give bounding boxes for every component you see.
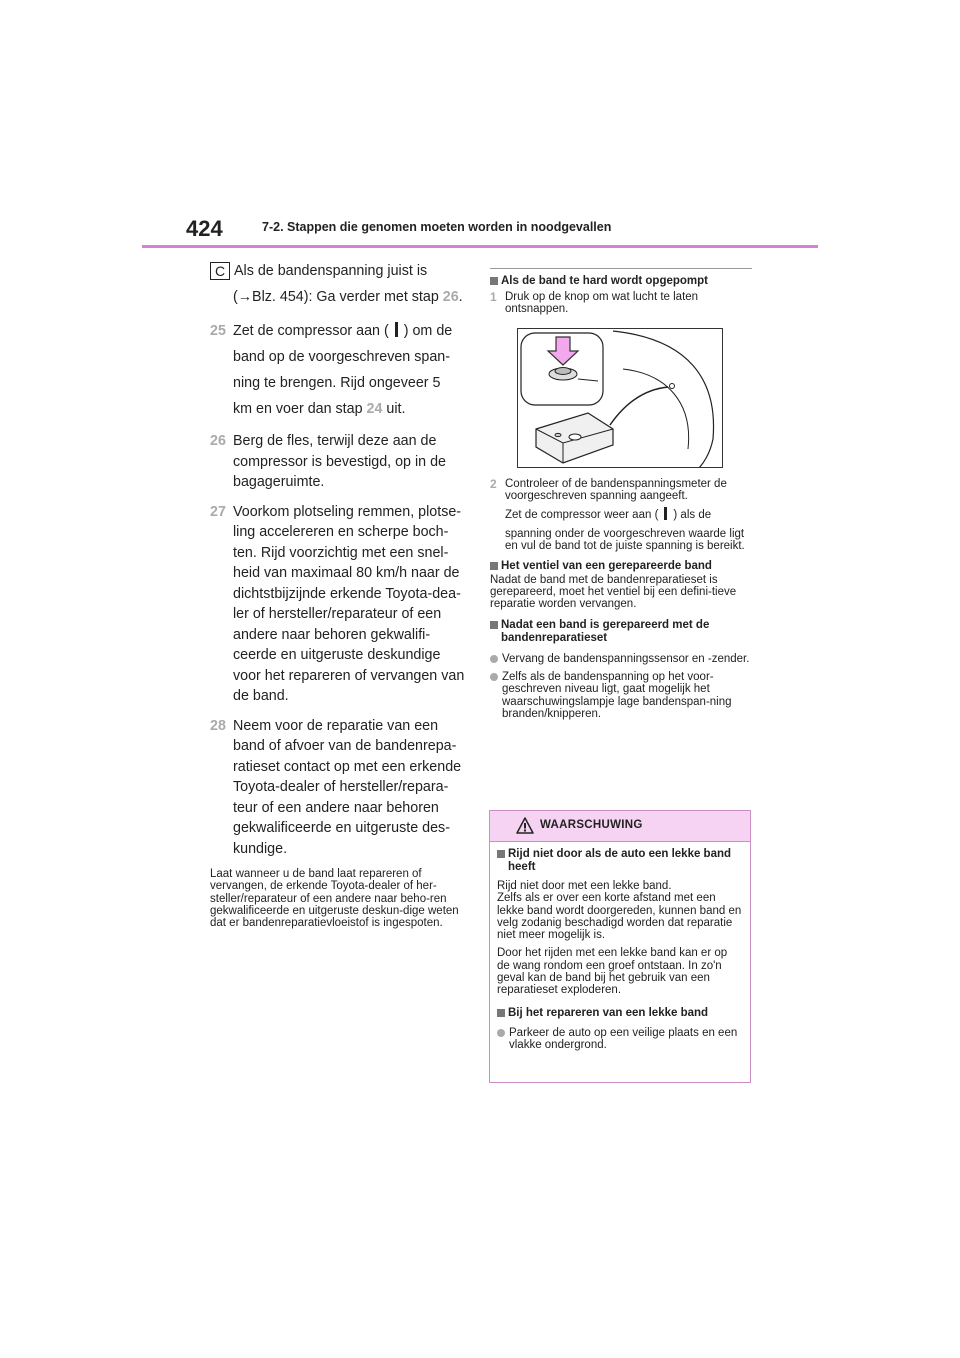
page-header xyxy=(142,212,818,248)
warning-triangle-icon xyxy=(516,817,534,834)
right-step-2-text-a: Controleer of de bandenspanningsmeter de voorgeschreven spanning aangeeft. xyxy=(505,477,727,502)
step-26 xyxy=(210,431,468,493)
c-label-box: C xyxy=(210,262,230,280)
square-bullet-icon xyxy=(490,277,498,285)
round-bullet-icon xyxy=(490,655,498,663)
intro xyxy=(210,258,468,310)
right-step-2-text-b: Zet de compressor weer aan ( ) als de xyxy=(505,509,712,522)
subhead-after-repair: Nadat een band is gerepareerd met de bandenreparatieset xyxy=(490,619,752,645)
intro-step-ref: 26 xyxy=(442,289,459,305)
step-27 xyxy=(210,502,468,707)
right-step-1-text: Druk op de knop om wat lucht te laten ontsnappen. xyxy=(505,291,699,316)
step-28-text: Neem voor de reparatie van een band of afvoer van de bandenrepa-ratieset contact op met een erkende Toyota-dealer of hersteller/repara-teur of een andere naar behoren gekwalificeerde en uitgeruste des-kundige. xyxy=(233,717,462,857)
warning-box xyxy=(489,810,751,1083)
power-on-icon xyxy=(664,507,667,520)
step-25-text-c: band op de voorgeschreven span- ning te brengen. Rijd ongeveer 5 km en voer dan stap 24 uit. xyxy=(233,349,450,417)
warning-p1: Rijd niet door met een lekke band. Zelfs als er over een korte afstand met een lekke band wordt doorgereden, kunnen band en velg zodanig beschadigd worden dat reparatie niet meer mogelijk is. xyxy=(497,880,742,942)
square-bullet-icon xyxy=(490,621,498,629)
subhead-valve: Het ventiel van een gerepareerde band xyxy=(490,560,752,573)
step-number: 27 xyxy=(210,503,226,520)
warning-header xyxy=(490,811,750,842)
step-number: 25 xyxy=(210,323,226,339)
warning-subhead-flat: Rijd niet door als de auto een lekke band heeft xyxy=(497,848,743,874)
step-number: 26 xyxy=(210,433,226,449)
compressor-button-icon xyxy=(518,329,723,468)
warning-p2: Door het rijden met een lekke band kan er op de wang rondom een groef ontstaan. In zo'n geval kan de band bij het gebruik van een reparatieset exploderen. xyxy=(497,947,728,997)
valve-text: Nadat de band met de bandenreparatieset is gerepareerd, moet het ventiel bij een defini-tieve reparatie worden vervangen. xyxy=(490,573,737,611)
step-25-text-a: Zet de compressor aan ( xyxy=(233,323,389,339)
step-number: 1 xyxy=(490,290,497,304)
warning-title: WAARSCHUWING xyxy=(540,819,643,831)
right-step-1 xyxy=(490,291,752,316)
warning-body xyxy=(490,842,750,1051)
power-on-icon xyxy=(395,322,398,337)
left-column xyxy=(210,258,468,929)
subhead-divider xyxy=(490,268,752,288)
intro-line2-end: . xyxy=(458,289,463,305)
bullet-sensor: Vervang de bandenspanningssensor en -zender. xyxy=(490,653,752,665)
square-bullet-icon xyxy=(490,562,498,570)
right-step-2-text-c: spanning onder de voorgeschreven waarde ligt en vul de band tot de juiste spanning is bereikt. xyxy=(505,528,745,553)
square-bullet-icon xyxy=(497,1009,505,1017)
step-28 xyxy=(210,716,468,860)
page-number: 424 xyxy=(186,216,223,241)
step-number: 2 xyxy=(490,476,497,491)
bullet-warning-light: Zelfs als de bandenspanning op het voor-geschreven niveau ligt, gaat mogelijk het waarschuwingslampje lage bandenspan-ning branden/knipperen. xyxy=(490,671,752,720)
warning-subhead-repair: Bij het repareren van een lekke band xyxy=(497,1007,743,1020)
step-27-text: Voorkom plotseling remmen, plotse-ling accelereren en scherpe boch-ten. Rijd voorzichtig met een snel-heid van maximaal 80 km/h naar de dichtstbijzijnde erkende Toyota-dea-ler of hersteller/reparateur of een andere naar behoren gekwalifi-ceerde en uitgeruste deskundige voor het repareren of vervangen van de band. xyxy=(233,503,465,704)
step-number: 28 xyxy=(210,717,226,734)
right-step-2 xyxy=(490,478,752,553)
step-25 xyxy=(210,318,468,422)
square-bullet-icon xyxy=(497,850,505,858)
intro-line2: (→Blz. 454): Ga verder met stap xyxy=(233,289,443,305)
round-bullet-icon xyxy=(497,1029,505,1037)
intro-line1: Als de bandenspanning juist is xyxy=(234,263,428,279)
warning-bullet-park: Parkeer de auto op een veilige plaats en een vlakke ondergrond. xyxy=(497,1027,743,1052)
step-25-ref: 24 xyxy=(366,401,383,417)
repair-note: Laat wanneer u de band laat repareren of vervangen, de erkende Toyota-dealer of her-steller/reparateur of een andere naar beho-ren gekwalificeerde en uitgeruste deskun-dige weten dat er bandenreparatievloeistof is ingespoten. xyxy=(210,868,459,930)
section-title: 7-2. Stappen die genomen moeten worden in noodgevallen xyxy=(262,220,612,234)
right-column xyxy=(490,268,752,720)
step-26-text: Berg de fles, terwijl deze aan de compressor is bevestigd, op in de bagageruimte. xyxy=(233,433,446,490)
subhead-overinflated: Als de band te hard wordt opgepompt xyxy=(490,275,752,288)
compressor-illustration xyxy=(517,328,723,468)
step-25-text-b: ) om de xyxy=(403,323,453,339)
round-bullet-icon xyxy=(490,673,498,681)
